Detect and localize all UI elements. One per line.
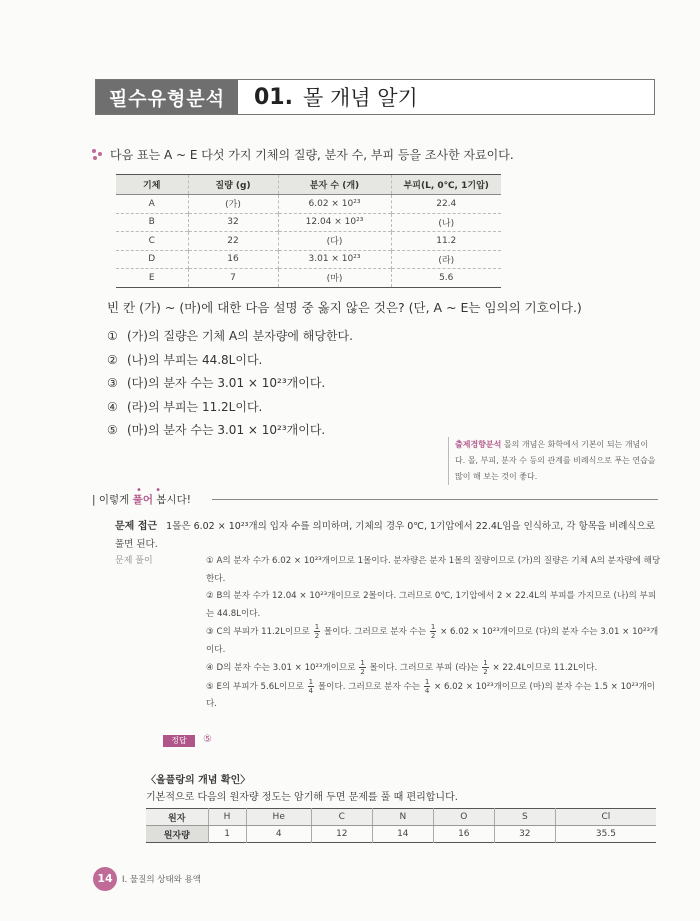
atomic-mass: 4 xyxy=(246,826,311,843)
choice-number: ⑤ xyxy=(107,423,118,437)
fraction-numerator: 1 xyxy=(308,677,314,686)
table-row xyxy=(116,213,501,232)
table-cell: 5.6 xyxy=(391,269,501,288)
fraction xyxy=(430,623,436,640)
solution-step xyxy=(206,659,661,678)
atom-symbol: Cl xyxy=(555,809,656,826)
table-cell: 16 xyxy=(188,250,278,269)
table-cell: 22 xyxy=(188,232,278,251)
choice-number: ① xyxy=(107,329,118,343)
divider-heading: | 이렇게 풀어 봅시다! xyxy=(92,494,191,506)
fraction xyxy=(314,623,320,640)
atomic-mass: 1 xyxy=(208,826,246,843)
choice-number: ④ xyxy=(107,399,118,414)
row-label: 원자 xyxy=(146,809,208,826)
choice-text: (가)의 질량은 기체 A의 분자량에 해당한다. xyxy=(127,329,353,343)
atomic-mass: 35.5 xyxy=(555,826,656,843)
fraction-denominator: 2 xyxy=(360,668,365,676)
table-cell: E xyxy=(116,269,188,288)
section-banner xyxy=(95,79,655,115)
atomic-mass: 14 xyxy=(372,826,433,843)
fraction-numerator: 1 xyxy=(483,659,488,667)
banner-title-text: 몰 개념 알기 xyxy=(302,86,418,110)
table-row xyxy=(146,826,656,843)
step-number: ② xyxy=(206,591,214,601)
step-text: 몰이다. 그러므로 부피 (라)는 xyxy=(369,663,479,673)
fraction-denominator: 4 xyxy=(308,686,314,695)
approach-text: 1몰은 6.02 × 10²³개의 입자 수를 의미하며, 기체의 경우 0℃, 1기압에서 22.4L임을 인식하고, 각 항목을 비례식으로 풀면 된다. xyxy=(115,521,655,550)
atom-symbol: N xyxy=(372,809,433,826)
step-text: 몰이다. 그러므로 분자 수는 xyxy=(317,681,421,692)
banner-title xyxy=(238,80,418,114)
choice-item xyxy=(107,325,353,349)
banner-tag: 필수유형분석 xyxy=(96,80,238,114)
table-cell: 11.2 xyxy=(391,232,501,251)
step-number: ③ xyxy=(206,627,214,637)
fraction-numerator: 1 xyxy=(360,659,365,667)
choice-item xyxy=(107,349,353,373)
step-text: B의 분자 수가 12.04 × 10²³개이므로 2몰이다. 그러므로 0℃, 1기압에서 2 × 22.4L의 부피를 가지므로 (나)의 부피는 44.8L이다. xyxy=(206,591,657,619)
table-cell: (다) xyxy=(278,232,391,251)
choice-text: (나)의 부피는 44.8L이다. xyxy=(127,352,263,367)
fraction-numerator: 1 xyxy=(314,623,320,631)
choice-number: ② xyxy=(107,352,118,367)
step-text: E의 부피가 5.6L이므로 xyxy=(216,681,304,692)
atom-symbol: He xyxy=(246,809,311,826)
tip-label: 출제경향분석 xyxy=(455,440,502,449)
concept-box-subtitle: 기본적으로 다음의 원자량 정도는 암기해 두면 문제를 풀 때 편리합니다. xyxy=(146,792,458,803)
table-header-row xyxy=(116,175,501,195)
table-cell: C xyxy=(116,232,188,251)
atom-symbol: O xyxy=(433,809,494,826)
solution-label: 문제 풀이 xyxy=(115,556,153,566)
table-cell: D xyxy=(116,250,188,269)
fraction-denominator: 2 xyxy=(483,668,488,676)
fraction xyxy=(308,678,314,695)
table-cell: (마) xyxy=(278,269,391,288)
emphasis-dots: • • xyxy=(136,485,166,496)
fraction-denominator: 4 xyxy=(424,686,430,695)
choice-text: (마)의 분자 수는 3.01 × 10²³개이다. xyxy=(127,423,326,437)
fraction-denominator: 2 xyxy=(430,632,436,640)
table-header-cell: 분자 수 (개) xyxy=(278,175,391,195)
row-label: 원자량 xyxy=(146,826,208,843)
solution-step xyxy=(206,553,661,588)
table-row xyxy=(116,195,501,214)
divider-pre: 이렇게 xyxy=(98,494,133,506)
atom-symbol: C xyxy=(311,809,372,826)
choice-text: (다)의 분자 수는 3.01 × 10²³개이다. xyxy=(127,376,326,390)
solution-steps xyxy=(206,553,661,714)
table-row xyxy=(116,232,501,251)
question-intro: 다음 표는 A ~ E 다섯 가지 기체의 질량, 분자 수, 부피 등을 조사한 자료이다. xyxy=(110,148,514,162)
solution-divider xyxy=(92,485,658,506)
fraction-numerator: 1 xyxy=(424,677,430,686)
atom-symbol: H xyxy=(208,809,246,826)
banner-number: 01. xyxy=(254,84,293,110)
table-cell: (가) xyxy=(188,195,278,214)
approach-label: 문제 접근 xyxy=(115,521,158,532)
step-text: × 6.02 × 10²³개이므로 (마)의 분자 수는 1.5 × 10²³개이다. xyxy=(206,681,656,709)
divider-post: 봅시다! xyxy=(152,494,191,506)
page-number: 14 xyxy=(93,867,117,891)
answer-badge: 정답 xyxy=(163,735,195,747)
table-cell: 22.4 xyxy=(391,195,501,214)
fraction xyxy=(482,659,488,676)
concept-box-title: 〈올플랑의 개념 확인〉 xyxy=(146,775,251,786)
solution-step xyxy=(206,678,661,714)
table-header-cell: 부피(L, 0℃, 1기압) xyxy=(391,175,501,195)
step-text: × 22.4L이므로 11.2L이다. xyxy=(492,663,598,673)
table-cell: (나) xyxy=(391,213,501,232)
table-cell: 6.02 × 10²³ xyxy=(278,195,391,214)
table-cell: (라) xyxy=(391,250,501,269)
atomic-mass-table xyxy=(146,808,656,843)
step-text: A의 분자 수가 6.02 × 10²³개이므로 1몰이다. 분자량은 분자 1몰의 질량이므로 (가)의 질량은 기체 A의 분자량에 해당한다. xyxy=(206,556,661,584)
fraction xyxy=(424,678,430,695)
table-row xyxy=(116,250,501,269)
step-text: × 6.02 × 10²³개이므로 (다)의 분자 수는 3.01 × 10²³개이다. xyxy=(206,627,659,655)
step-text: 몰이다. 그러므로 분자 수는 xyxy=(323,627,427,637)
table-cell: B xyxy=(116,213,188,232)
solution-step xyxy=(206,623,661,659)
fraction xyxy=(359,659,365,676)
answer-value: ⑤ xyxy=(203,734,212,745)
step-number: ① xyxy=(206,556,214,566)
atomic-mass: 12 xyxy=(311,826,372,843)
divider-emphasis: 풀어 xyxy=(132,494,153,506)
choice-item xyxy=(107,419,353,443)
choice-number: ③ xyxy=(107,376,118,390)
choice-item xyxy=(107,396,353,420)
question-stem: 빈 칸 (가) ~ (마)에 대한 다음 설명 중 옳지 않은 것은? (단, A ~ E는 임의의 기호이다.) xyxy=(107,300,582,315)
fraction-numerator: 1 xyxy=(430,623,436,631)
atom-symbol: S xyxy=(494,809,555,826)
table-row xyxy=(116,269,501,288)
choice-item xyxy=(107,372,353,396)
table-cell: A xyxy=(116,195,188,214)
step-number: ⑤ xyxy=(206,681,214,692)
table-header-cell: 기체 xyxy=(116,175,188,195)
step-text: C의 부피가 11.2L이므로 xyxy=(216,627,310,637)
table-header-cell: 질량 (g) xyxy=(188,175,278,195)
divider-line xyxy=(212,499,658,500)
table-row xyxy=(146,809,656,826)
table-cell: 3.01 × 10²³ xyxy=(278,250,391,269)
table-cell: 7 xyxy=(188,269,278,288)
table-cell: 32 xyxy=(188,213,278,232)
atomic-mass: 32 xyxy=(494,826,555,843)
problem-approach xyxy=(115,518,660,554)
solution-step xyxy=(206,588,661,623)
choice-text: (라)의 부피는 11.2L이다. xyxy=(127,399,263,414)
step-text: D의 분자 수는 3.01 × 10²³개이므로 xyxy=(216,663,356,673)
table-cell: 12.04 × 10²³ xyxy=(278,213,391,232)
fraction-denominator: 2 xyxy=(314,632,320,640)
tip-text: 몰의 개념은 화학에서 기본이 되는 개념이다. 몰, 부피, 분자 수 등의 관계를 비례식으로 푸는 연습을 많이 해 보는 것이 좋다. xyxy=(455,440,656,481)
answer-choices xyxy=(107,325,353,443)
exam-trend-note xyxy=(448,437,658,485)
gas-data-table xyxy=(116,174,501,288)
atomic-mass: 16 xyxy=(433,826,494,843)
step-number: ④ xyxy=(206,663,214,673)
question-dots-icon xyxy=(92,149,104,161)
chapter-footer: Ⅰ. 물질의 상태와 용액 xyxy=(122,875,202,885)
